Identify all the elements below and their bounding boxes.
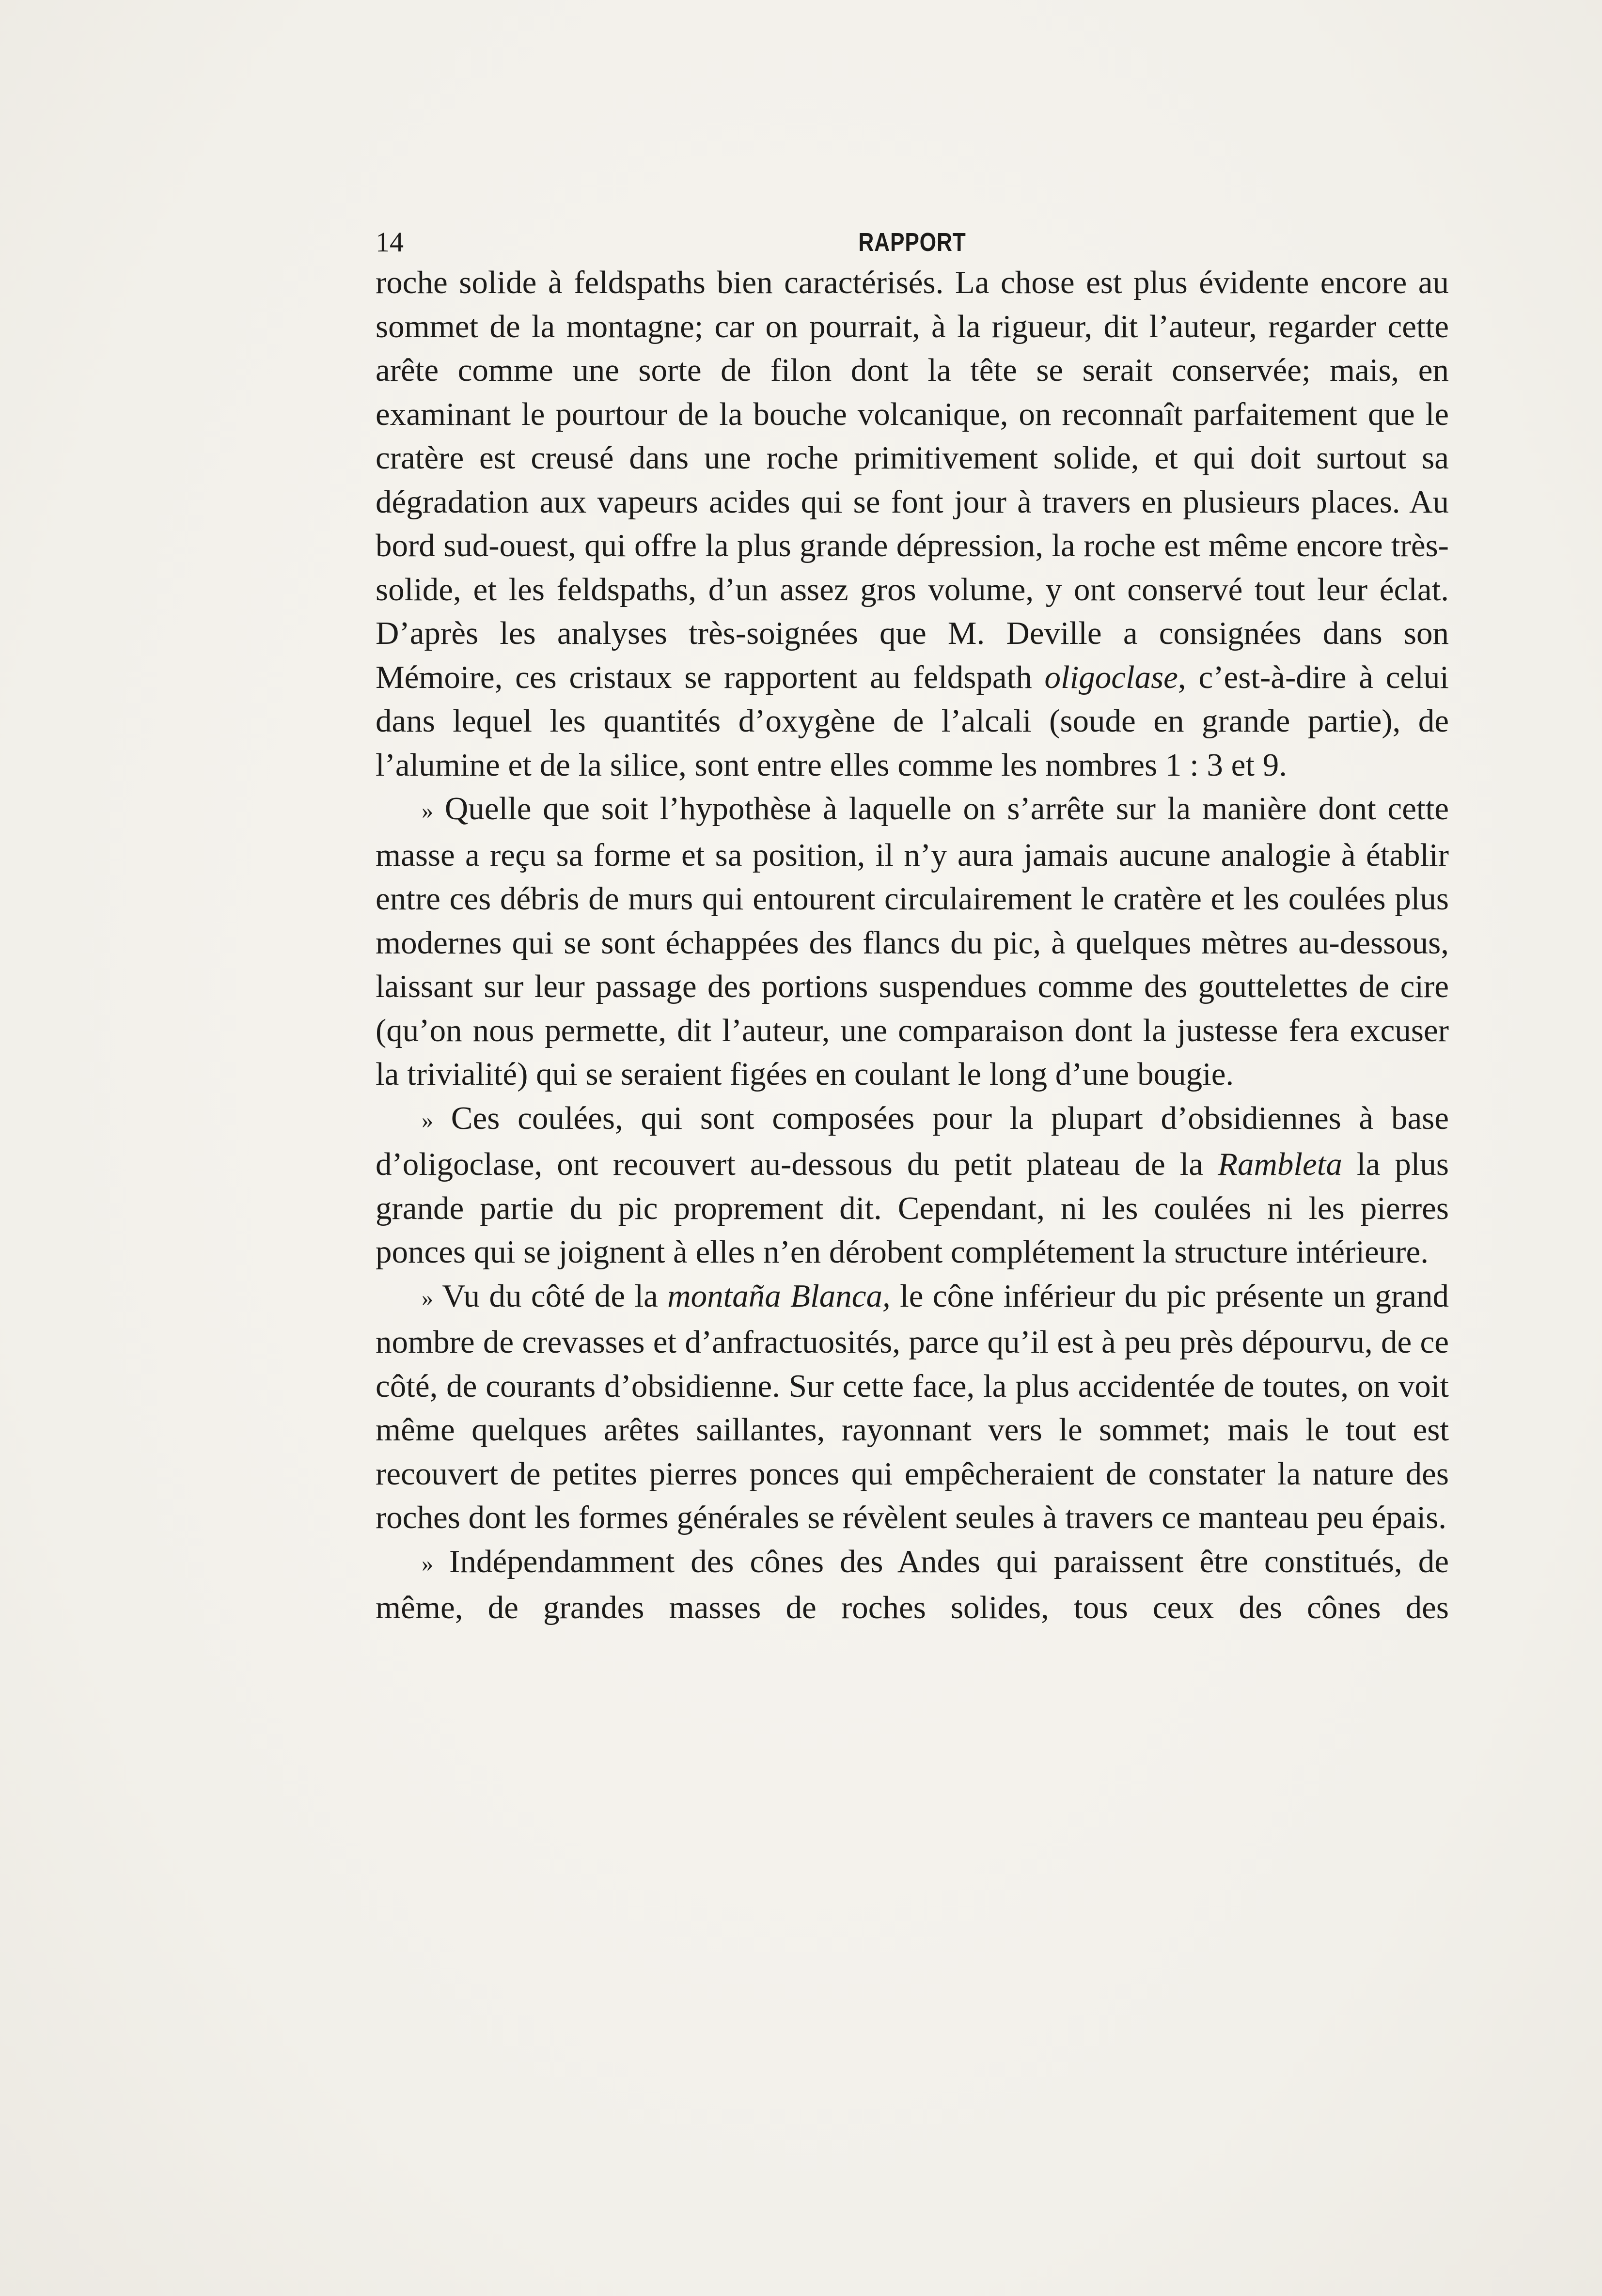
- text-segment: la plus grande partie du pic proprement dit. Cependant, ni les coulées ni les pierres ponces qui se joignent à elles n’en dérobent complétement la structure intérieure.: [376, 1146, 1449, 1270]
- italic-term: montaña Blanca,: [667, 1278, 891, 1314]
- page-number: 14: [376, 226, 404, 258]
- guillemet-mark: »: [422, 1550, 433, 1577]
- guillemet-mark: »: [422, 1107, 433, 1133]
- text-segment: Indépendamment des cônes des Andes qui paraissent être constitués, de même, de grandes masses de roches solides, tous ceux des cônes des: [376, 1543, 1449, 1625]
- paragraph: [376, 1096, 1449, 1274]
- running-head: RAPPORT: [858, 228, 966, 257]
- text-segment: Ces coulées, qui sont composées pour la plupart d’obsidiennes à base d’oligoclase, ont recouvert au-dessous du petit plateau de la: [376, 1100, 1449, 1182]
- page-header: [376, 222, 1449, 263]
- text-segment: , c’est-à-dire à celui dans lequel les quantités d’oxygène de l’alcali (soude en grande partie), de l’alumine et de la silice, sont entre elles comme les nombres 1 : 3 et 9.: [376, 659, 1449, 783]
- paragraph: [376, 1274, 1449, 1540]
- italic-term: Rambleta: [1218, 1146, 1342, 1182]
- paragraph: [376, 261, 1449, 787]
- text-segment: Vu du côté de la: [442, 1278, 668, 1314]
- text-segment: le cône inférieur du pic présente un grand nombre de crevasses et d’anfractuosités, parce qu’il est à peu près dépourvu, de ce côté, de courants d’obsidienne. Sur cette face, la plus accidentée de toutes, on voit même quelques arêtes saillantes, rayonnant vers le sommet; mais le tout est recouvert de petites pierres ponces qui empêcheraient de constater la nature des roches dont les formes générales se révèlent seules à travers ce manteau peu épais.: [376, 1278, 1449, 1535]
- paragraph: [376, 787, 1449, 1096]
- page-content: [376, 222, 1449, 1630]
- guillemet-mark: »: [422, 798, 433, 824]
- text-segment: Quelle que soit l’hypothèse à laquelle on s’arrête sur la manière dont cette masse a reçu sa forme et sa position, il n’y aura jamais aucune analogie à établir entre ces débris de murs qui entourent circulairement le cratère et les coulées plus modernes qui se sont échappées des flancs du pic, à quelques mètres au-dessous, laissant sur leur passage des portions suspendues comme des gouttelettes de cire (qu’on nous permette, dit l’auteur, une comparaison dont la justesse fera excuser la trivialité) qui se seraient figées en coulant le long d’une bougie.: [376, 791, 1449, 1092]
- text-segment: roche solide à feldspaths bien caractérisés. La chose est plus évidente encore au sommet de la montagne; car on pourrait, à la rigueur, dit l’auteur, regarder cette arête comme une sorte de filon dont la tête se serait conservée; mais, en examinant le pourtour de la bouche volcanique, on reconnaît parfaitement que le cratère est creusé dans une roche primitivement solide, et qui doit surtout sa dégradation aux vapeurs acides qui se font jour à travers en plusieurs places. Au bord sud-ouest, qui offre la plus grande dépression, la roche est même encore très-solide, et les feldspaths, d’un assez gros volume, y ont conservé tout leur éclat. D’après les analyses très-soignées que M. Deville a consignées dans son Mémoire, ces cristaux se rapportent au feldspath: [376, 265, 1449, 695]
- italic-term: oligoclase: [1044, 659, 1178, 695]
- paragraph: [376, 1540, 1449, 1630]
- guillemet-mark: »: [422, 1285, 433, 1311]
- body-text: [376, 261, 1449, 1630]
